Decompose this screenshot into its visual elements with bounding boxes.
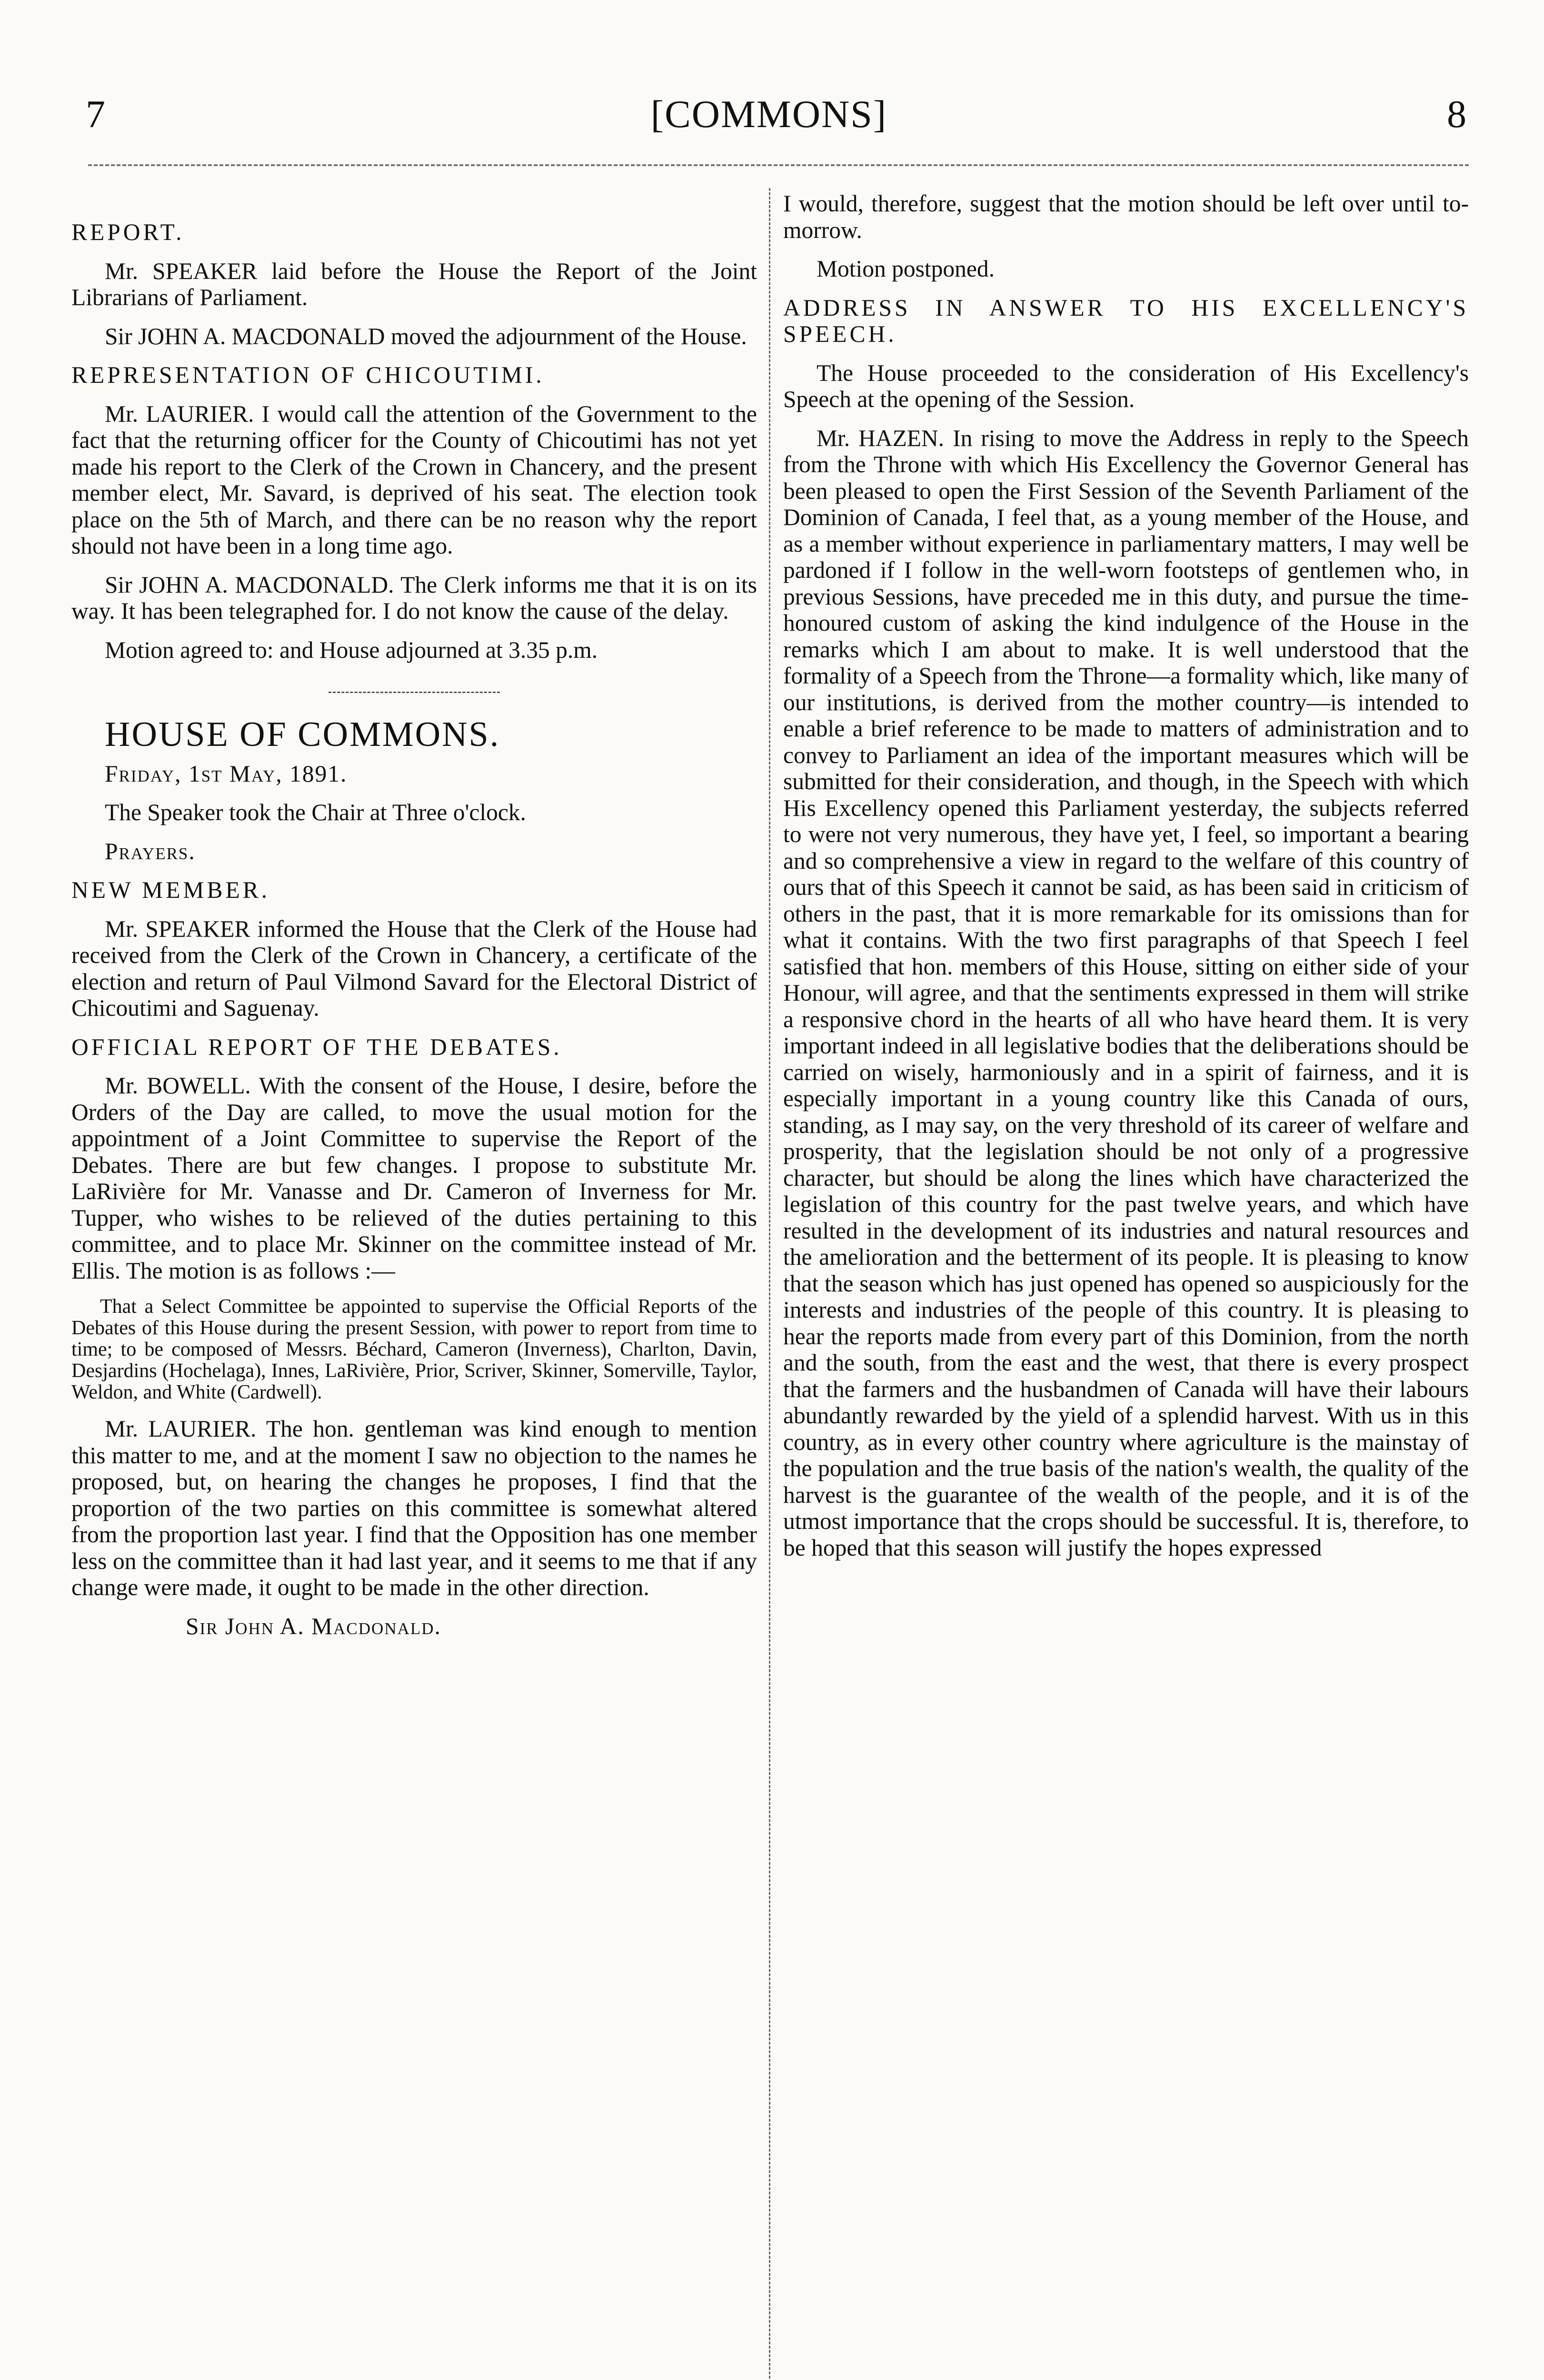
chicoutimi-paragraph-2: Sir JOHN A. MACDONALD. The Clerk informs me that it is on its way. It has been telegraphed for. I do not know the cause of the delay. [71,571,757,624]
right-paragraph-2: Motion postponed. [817,256,995,282]
right-paragraph-4: Mr. HAZEN. In rising to move the Address in reply to the Speech from the Throne with which His Excellency the Governor General has been pleased to open the First Session of the Seventh Parliament of the Dominion of Canada, I feel that, as a young member of the House, and as a member without experience in parliamentary matters, I may well be pardoned if I follow in the well-worn footsteps of gentlemen who, in previous Sessions, have preceded me in this duty, and pursue the time-honoured custom of asking the kind indulgence of the House in the remarks which I am about to make. It is well understood that the formality of a Speech from the Throne—a formality which, like many of our institutions, is derived from the mother country—is intended to enable a brief reference to be made to matters of administration and to convey to Parliament an idea of the important measures which will be submitted for their consideration, and though, in the Speech with which His Excellency opened this Parliament yesterday, the subjects referred to were not very numerous, they have yet, I feel, so important a bearing and so comprehensive a view in regard to the welfare of this country of ours that of this Speech it cannot be said, as has been said in criticism of others in the past, that it is more remarkable for its omissions than for what it contains. With the two first paragraphs of that Speech I feel satisfied that hon. members of this House, sitting on either side of your Honour, will agree, and that the sentiments expressed in them will strike a responsive chord in the hearts of all who have heard them. It is very important indeed in all legislative bodies that the deliberations should be carried on wisely, harmoniously and in a spirit of fairness, and it is especially important in a young country like this Canada of ours, standing, as I may say, on the very threshold of its career of welfare and prosperity, that the legislation should be not only of a progressive character, but should be along the lines which have characterized the legislation of this country for the past twelve years, and which have resulted in the development of its industries and natural resources and the amelioration and the betterment of its people. It is pleasing to know that the season which has just opened has opened so auspiciously for the interests and industries of the people of this country. It is pleasing to hear the reports made from every part of this Dominion, from the north and the south, from the east and the west, that there is every prospect that the farmers and the husbandmen of Canada will have their labours abundantly rewarded by the yield of a splendid harvest. With us in this country, as in every other country where agriculture is the mainstay of the population and the true basis of the nation's wealth, the quality of the harvest is the guarantee of the wealth of the people, and it is of the utmost importance that the crops should be successful. It is, therefore, to be hoped that this season will justify the hopes expressed [783,425,1469,1561]
section-heading-debates: OFFICIAL REPORT OF THE DEBATES. [71,1033,562,1060]
chicoutimi-paragraph-1: Mr. LAURIER. I would call the attention of the Government to the fact that the returning officer for the County of Chicoutimi has not yet made his report to the Clerk of the Crown in Chancery, and the present member elect, Mr. Savard, is deprived of his seat. The election took place on the 5th of March, and there can be no reason why the report should not have been in a long time ago. [71,400,757,559]
page-header [71,90,1466,148]
report-paragraph-1: Mr. SPEAKER laid before the House the Report of the Joint Librarians of Parliament. [71,258,757,310]
debates-paragraph-1: Mr. BOWELL. With the consent of the House, I desire, before the Orders of the Day are called, to move the usual motion for the appointment of a Joint Committee to supervise the Report of the Debates. There are but few changes. I propose to substitute Mr. LaRivière for Mr. Vanasse and Dr. Cameron of Inverness for Mr. Tupper, who wishes to be relieved of the duties pertaining to this committee, and to place Mr. Skinner on the committee instead of Mr. Ellis. The motion is as follows :— [71,1072,757,1284]
speaker-attribution: Sir John A. Macdonald. [186,1613,441,1639]
section-separator [329,692,500,693]
report-paragraph-2: Sir JOHN A. MACDONALD moved the adjournment of the House. [105,323,747,349]
right-paragraph-3: The House proceeded to the consideration of His Excellency's Speech at the opening of the Session. [783,359,1469,412]
right-column [783,190,1469,1561]
header-rule [88,164,1469,166]
house-of-commons-title: HOUSE OF COMMONS. [105,715,500,754]
running-title: [COMMONS] [650,92,887,136]
chair-paragraph: The Speaker took the Chair at Three o'clock. [105,799,526,825]
page-number-left: 7 [86,92,105,136]
sitting-date: Friday, 1st May, 1891. [105,760,348,787]
section-heading-address: ADDRESS IN ANSWER TO HIS EXCELLENCY'S SPEECH. [783,294,1469,347]
debates-motion-text: That a Select Committee be appointed to supervise the Official Reports of the Debates of this House during the present Session, with power to report from time to time; to be composed of Messrs. Béchard, Cameron (Inverness), Charlton, Davin, Desjardins (Hochelaga), Innes, LaRivière, Prior, Scriver, Skinner, Somerville, Taylor, Weldon, and White (Cardwell). [71,1296,757,1403]
chicoutimi-paragraph-3: Motion agreed to: and House adjourned at 3.35 p.m. [105,636,598,663]
section-heading-chicoutimi: REPRESENTATION OF CHICOUTIMI. [71,362,545,388]
section-heading-report: REPORT. [71,219,185,245]
left-column [71,190,757,1639]
debates-paragraph-2: Mr. LAURIER. The hon. gentleman was kind enough to mention this matter to me, and at the moment I saw no objection to the names he proposed, but, on hearing the changes he proposes, I find that the proportion of the two parties on this committee is somewhat altered from the proportion last year. I find that the Opposition has one member less on the committee than it had last year, and it seems to me that if any change were made, it ought to be made in the other direction. [71,1416,757,1600]
page-number-right: 8 [1447,92,1466,136]
right-paragraph-1: I would, therefore, suggest that the motion should be left over until to-morrow. [783,190,1469,243]
section-heading-new-member: NEW MEMBER. [71,877,270,903]
prayers-paragraph: Prayers. [105,838,196,864]
new-member-paragraph: Mr. SPEAKER informed the House that the Clerk of the House had received from the Clerk of the Crown in Chancery, a certificate of the election and return of Paul Vilmond Savard for the Electoral District of Chicoutimi and Saguenay. [71,915,757,1021]
column-divider [769,188,770,2380]
